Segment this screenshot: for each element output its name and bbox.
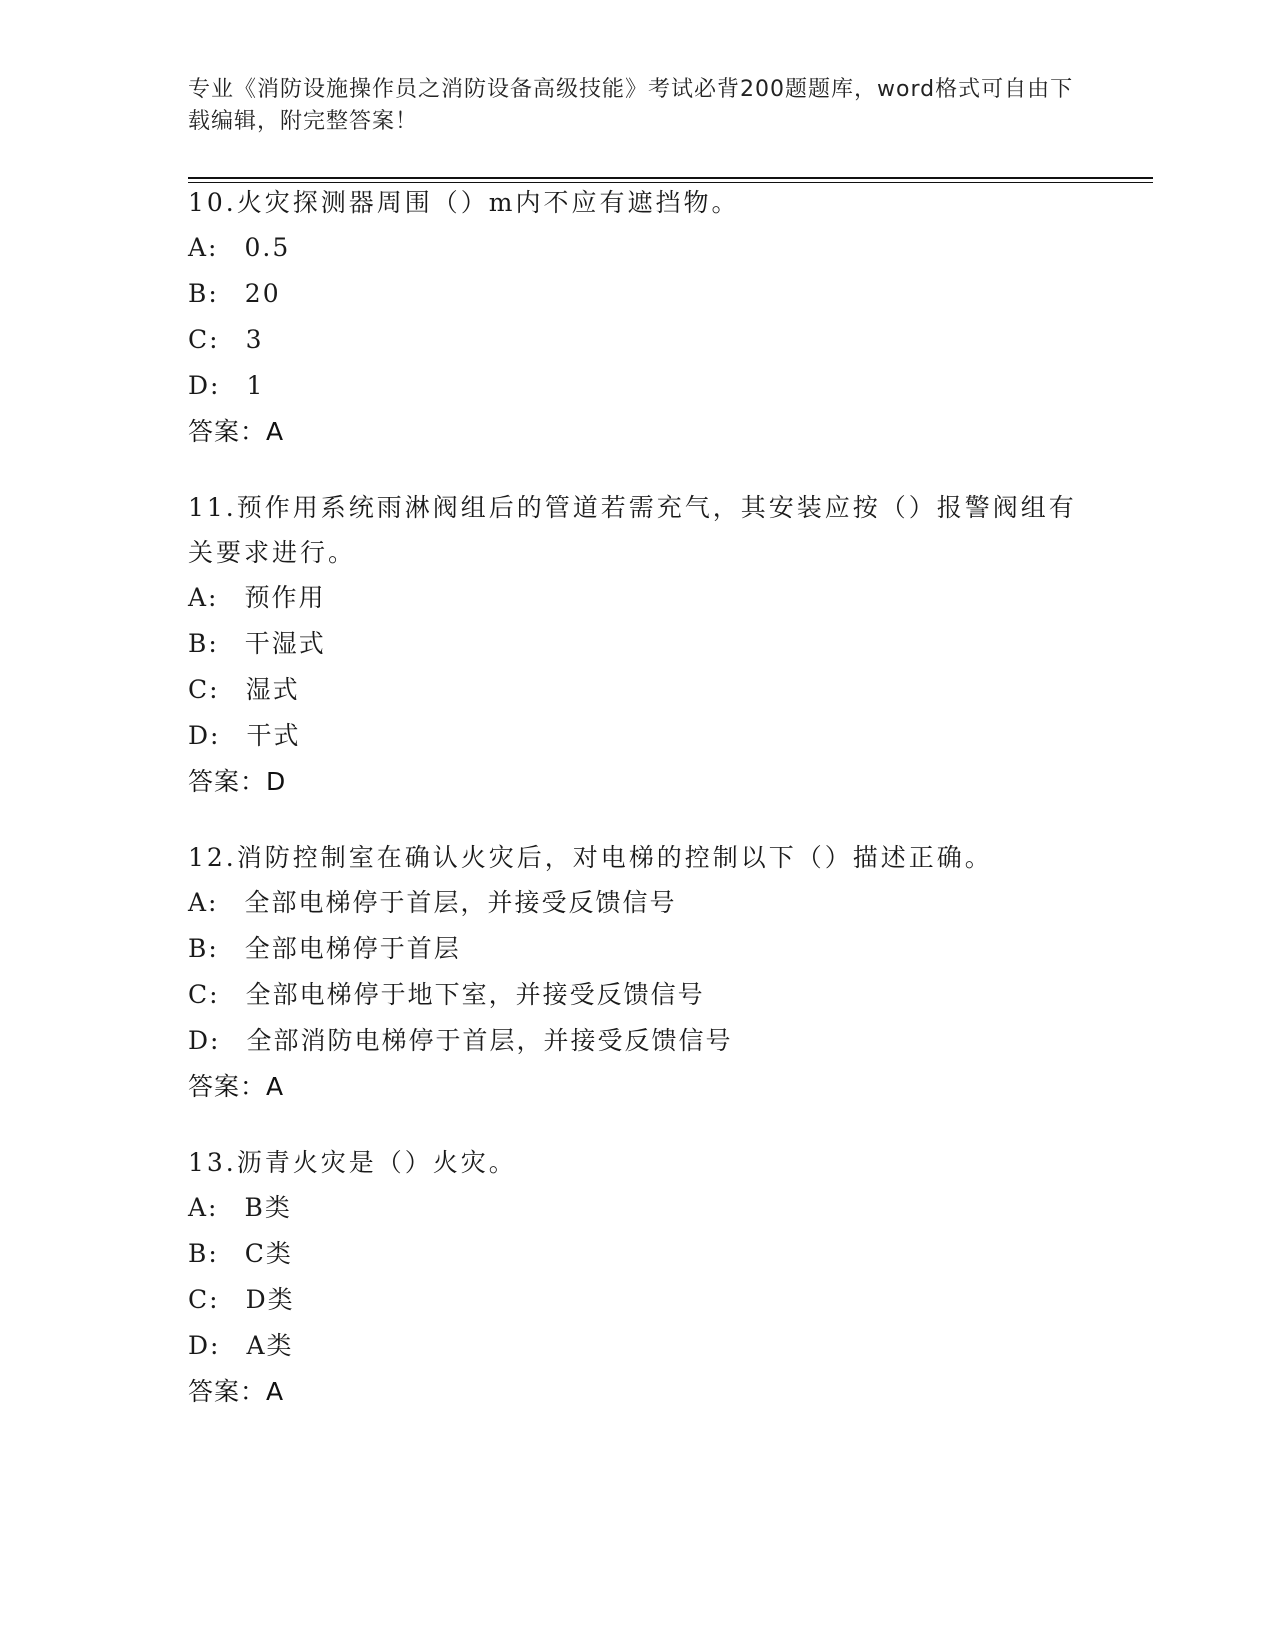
option-a <box>188 575 1088 621</box>
option-key: B: <box>188 934 219 963</box>
option-text: 干湿式 <box>244 629 326 658</box>
option-text: A类 <box>246 1331 294 1360</box>
question-10 <box>188 180 1088 455</box>
option-text: 1 <box>246 371 265 400</box>
option-d <box>188 1323 1088 1369</box>
option-key: A: <box>188 1193 219 1222</box>
header-divider-thick <box>188 177 1153 179</box>
option-text: 预作用 <box>244 583 326 612</box>
option-key: C: <box>188 675 220 704</box>
option-key: B: <box>188 629 219 658</box>
question-stem: 12.消防控制室在确认火灾后，对电梯的控制以下（）描述正确。 <box>188 843 993 872</box>
option-text: B类 <box>244 1193 292 1222</box>
answer-line <box>188 759 1088 805</box>
answer-value: D <box>266 767 287 796</box>
option-c <box>188 972 1088 1018</box>
answer-line <box>188 1369 1088 1415</box>
option-d <box>188 713 1088 759</box>
option-text: 全部电梯停于首层 <box>244 934 461 963</box>
option-d <box>188 1018 1088 1064</box>
option-a <box>188 880 1088 926</box>
option-key: D: <box>188 1331 221 1360</box>
answer-label: 答案： <box>188 767 267 796</box>
question-stem: 10.火灾探测器周围（）m内不应有遮挡物。 <box>188 188 740 217</box>
answer-label: 答案： <box>188 1072 267 1101</box>
document-header: 专业《消防设施操作员之消防设备高级技能》考试必背200题题库，word格式可自由下载编辑，附完整答案！ <box>188 77 1074 134</box>
question-stem: 13.沥青火灾是（）火灾。 <box>188 1148 517 1177</box>
option-text: C类 <box>244 1239 293 1268</box>
answer-line <box>188 409 1088 455</box>
option-key: D: <box>188 1026 221 1055</box>
question-13 <box>188 1140 1088 1415</box>
answer-value: A <box>266 1377 285 1406</box>
option-d <box>188 363 1088 409</box>
answer-line <box>188 1064 1088 1110</box>
option-key: D: <box>188 721 221 750</box>
option-c <box>188 667 1088 713</box>
option-text: 20 <box>244 279 281 308</box>
option-key: B: <box>188 1239 219 1268</box>
option-key: D: <box>188 371 221 400</box>
option-c <box>188 317 1088 363</box>
option-key: C: <box>188 325 220 354</box>
question-12 <box>188 835 1088 1110</box>
option-text: D类 <box>245 1285 295 1314</box>
option-c <box>188 1277 1088 1323</box>
option-text: 湿式 <box>245 675 300 704</box>
option-b <box>188 621 1088 667</box>
option-key: A: <box>188 888 219 917</box>
option-key: A: <box>188 233 219 262</box>
option-b <box>188 1231 1088 1277</box>
option-key: C: <box>188 1285 220 1314</box>
option-key: C: <box>188 980 220 1009</box>
option-a <box>188 225 1088 271</box>
option-text: 全部消防电梯停于首层，并接受反馈信号 <box>246 1026 733 1055</box>
option-key: B: <box>188 279 219 308</box>
answer-label: 答案： <box>188 1377 267 1406</box>
answer-label: 答案： <box>188 417 267 446</box>
option-text: 0.5 <box>244 233 291 262</box>
option-text: 干式 <box>246 721 301 750</box>
option-key: A: <box>188 583 219 612</box>
option-b <box>188 926 1088 972</box>
question-stem: 11.预作用系统雨淋阀组后的管道若需充气，其安装应按（）报警阀组有关要求进行。 <box>188 493 1077 567</box>
question-11 <box>188 485 1088 805</box>
option-text: 全部电梯停于首层，并接受反馈信号 <box>244 888 677 917</box>
option-text: 3 <box>245 325 264 354</box>
option-a <box>188 1185 1088 1231</box>
option-text: 全部电梯停于地下室，并接受反馈信号 <box>245 980 705 1009</box>
option-b <box>188 271 1088 317</box>
answer-value: A <box>266 1072 285 1101</box>
answer-value: A <box>266 417 285 446</box>
